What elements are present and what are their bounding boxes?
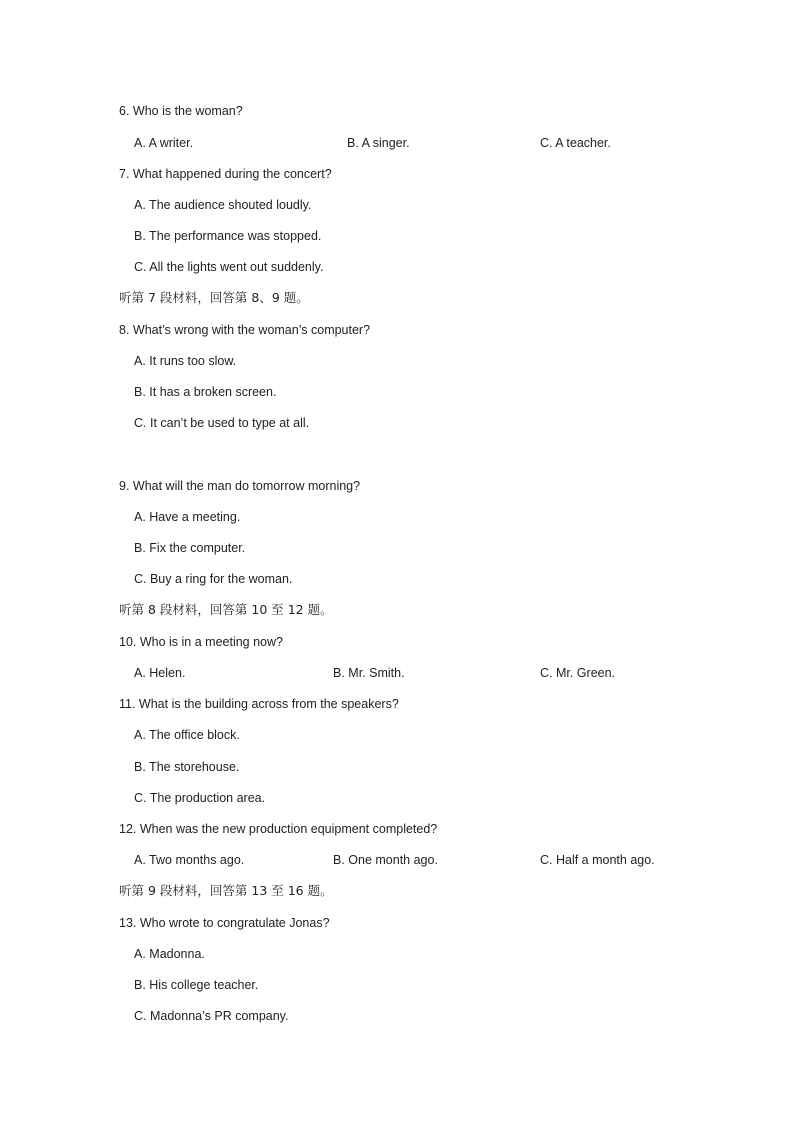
q7-option-c: C. All the lights went out suddenly. [134,260,324,274]
q10-option-a: A. Helen. [134,666,186,680]
q12-option-b: B. One month ago. [333,853,438,867]
q6-option-a: A. A writer. [134,136,194,150]
q13-option-c: C. Madonna’s PR company. [134,1009,289,1023]
q13-option-b: B. His college teacher. [134,978,259,992]
question-10: 10. Who is in a meeting now? [119,635,283,649]
section-heading-passage-9: 听第 9 段材料，回答第 13 至 16 题。 [119,883,333,898]
q12-option-c: C. Half a month ago. [540,853,655,867]
q11-option-b: B. The storehouse. [134,760,240,774]
q6-option-b: B. A singer. [347,136,410,150]
q9-option-a: A. Have a meeting. [134,510,241,524]
q10-option-c: C. Mr. Green. [540,666,616,680]
q11-option-c: C. The production area. [134,791,266,805]
q8-option-a: A. It runs too slow. [134,354,237,368]
q6-option-c: C. A teacher. [540,136,611,150]
q7-option-b: B. The performance was stopped. [134,229,322,243]
q13-option-a: A. Madonna. [134,947,205,961]
q12-option-a: A. Two months ago. [134,853,245,867]
question-7: 7. What happened during the concert? [119,167,332,181]
question-11: 11. What is the building across from the speakers? [119,697,399,711]
q7-option-a: A. The audience shouted loudly. [134,198,312,212]
q9-option-b: B. Fix the computer. [134,541,246,555]
q10-option-b: B. Mr. Smith. [333,666,405,680]
question-9: 9. What will the man do tomorrow morning? [119,479,361,493]
section-heading-passage-8: 听第 8 段材料，回答第 10 至 12 题。 [119,602,333,617]
q8-option-b: B. It has a broken screen. [134,385,277,399]
question-12: 12. When was the new production equipment completed? [119,822,438,836]
q8-option-c: C. It can’t be used to type at all. [134,416,310,430]
question-13: 13. Who wrote to congratulate Jonas? [119,916,330,930]
q11-option-a: A. The office block. [134,728,240,742]
section-heading-passage-7: 听第 7 段材料，回答第 8、9 题。 [119,290,309,305]
question-8: 8. What’s wrong with the woman’s computer? [119,323,371,337]
question-6: 6. Who is the woman? [119,104,243,118]
q9-option-c: C. Buy a ring for the woman. [134,572,293,586]
